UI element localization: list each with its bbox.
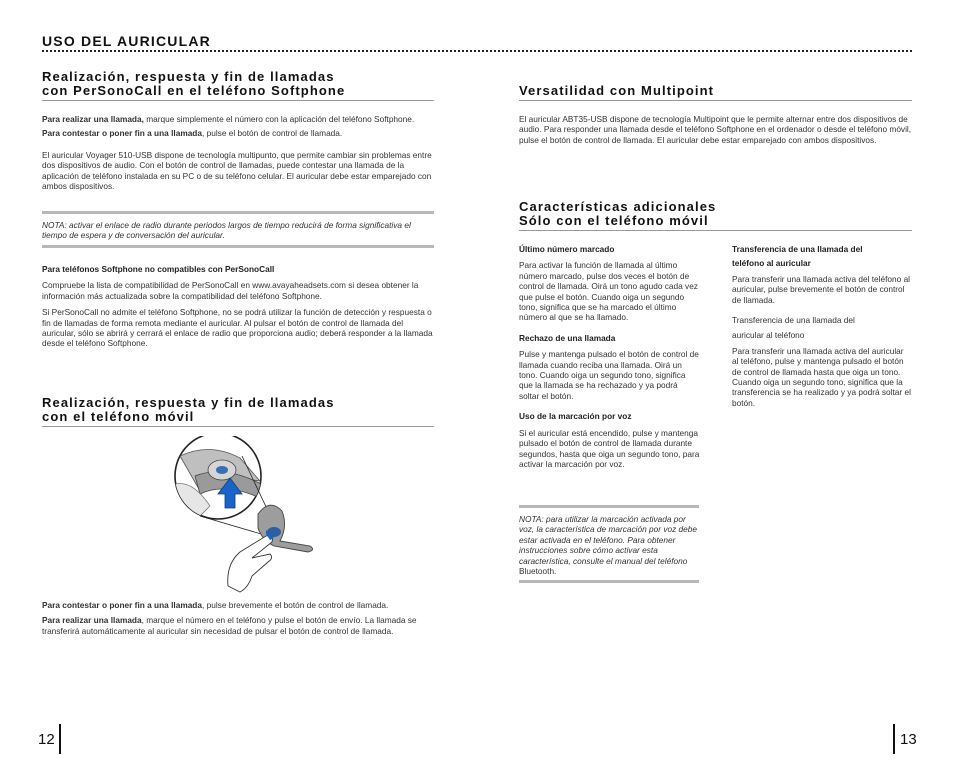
subheading: Rechazo de una llamada — [519, 332, 616, 343]
heading-line: Realización, respuesta y fin de llamadas — [42, 395, 335, 410]
paragraph: Para transferir una llamada activa del teléfono al auricular, pulse brevemente el botón de control de llamada. — [732, 273, 911, 305]
heading-line: con PerSonoCall en el teléfono Softphone — [42, 83, 346, 98]
subheading: Transferencia de una llamada del — [732, 244, 863, 254]
right-body-top — [519, 114, 912, 145]
paragraph — [42, 600, 434, 610]
paragraph: El auricular Voyager 510-USB dispone de tecnología multipunto, que permite cambiar sin problemas entre dos dispositivos de audio. Con el botón de control de llamadas, puede contestar una llamada de la aplicación de teléfono instalada en su PC o de su teléfono celular. El auricular debe estar emparejado con ambos dispositivos. — [42, 149, 432, 192]
page-number-left: 12 — [38, 731, 55, 748]
subheading: teléfono al auricular — [732, 258, 811, 269]
note-box — [42, 211, 434, 248]
heading-line: Características adicionales — [519, 199, 717, 214]
heading-softphone — [42, 70, 434, 101]
subheading-light: Transferencia de una llamada del — [732, 315, 855, 326]
page-number-right: 13 — [900, 731, 917, 748]
subheading: Uso de la marcación por voz — [519, 411, 632, 422]
note-box-right — [519, 505, 699, 583]
features-col-2 — [732, 244, 912, 408]
bold-lead: Para contestar o poner fin a una llamada — [42, 600, 202, 610]
paragraph-text: marque simplemente el número con la aplicación del teléfono Softphone. — [143, 114, 415, 124]
paragraph — [42, 114, 434, 124]
note-text — [519, 514, 699, 576]
heading-line: Realización, respuesta y fin de llamadas — [42, 69, 335, 84]
left-body-bottom — [42, 600, 434, 636]
paragraph: Para activar la función de llamada al último número marcado, pulse dos veces el botón de control de llamada. Oirá un tono agudo cada vez que pulse el botón. Cuando oiga un segundo tono, significa que se ha marcado el último número al que se ha llamado. — [519, 260, 698, 323]
paragraph: Si el auricular está encendido, pulse y mantenga pulsado el botón de control de llamada durante segundos, hasta que oiga un segundo tono, para activar la marcación por voz. — [519, 427, 700, 469]
heading-line: Versatilidad con Multipoint — [519, 83, 715, 98]
page-divider-right — [893, 724, 895, 754]
paragraph-text: , pulse el botón de control de llamada. — [202, 128, 343, 139]
left-body-mid — [42, 264, 434, 349]
headset-illustration — [170, 436, 320, 594]
bold-lead: Para realizar una llamada, — [42, 114, 144, 124]
note-italic: NOTA: para utilizar la marcación activada por voz, la característica de marcación por voz debe estar activada en el teléfono. Para obtener instrucciones sobre cómo activar esta característica, consulte el manual del teléfono — [519, 514, 698, 566]
note-end: Bluetooth. — [519, 566, 557, 577]
dotted-divider — [42, 50, 912, 52]
section-title: USO DEL AURICULAR — [42, 33, 211, 49]
paragraph: Si PerSonoCall no admite el teléfono Softphone, no se podrá utilizar la función de detección y respuesta o fin de llamadas de forma remota mediante el auricular. Al pulsar el botón de control de llamada del auricular, sólo se abrirá y cerrará el enlace de radio que proporciona audio; deberá responder a la llamada desde el teléfono Softphone. — [42, 307, 433, 349]
paragraph: Compruebe la lista de compatibilidad de PerSonoCall en www.avayaheadsets.com si desea obtener la información más actualizada sobre la compatibilidad del teléfono Softphone. — [42, 280, 419, 301]
bold-lead: Para realizar una llamada — [42, 615, 142, 626]
paragraph-text: , pulse brevemente el botón de control de llamada. — [202, 600, 389, 610]
paragraph-text: , marque el número en el teléfono y pulse el botón de envío. La llamada se transferirá automáticamente al auricular sin necesidad de pulsar el botón de control de llamada. — [42, 615, 417, 636]
paragraph: Para transferir una llamada activa del auricular al teléfono, pulse y mantenga pulsado el botón de control de llamada hasta que oiga un tono. Cuando oiga un segundo tono, significa que la transferencia se ha realizado y ya podrá soltar el botón. — [732, 345, 911, 408]
heading-line: con el teléfono móvil — [42, 409, 195, 424]
subheading: Para teléfonos Softphone no compatibles con PerSonoCall — [42, 264, 275, 274]
paragraph — [42, 128, 434, 138]
page-divider-left — [59, 724, 61, 754]
note-text: NOTA: activar el enlace de radio durante periodos largos de tiempo reducirá de forma significativa el tiempo de espera y de conversación del auricular. — [42, 220, 411, 241]
features-col-1 — [519, 244, 700, 469]
subheading-light: auricular al teléfono — [732, 330, 805, 341]
heading-multipoint — [519, 84, 912, 101]
paragraph: El auricular ABT35-USB dispone de tecnología Multipoint que le permite alternar entre dos dispositivos de audio. Para responder una llamada desde el teléfono Softphone en el ordenador o desde el teléfono móvil, pulse el botón de control de llamada. El auricular debe estar emparejado con ambos dispositivos. — [519, 114, 912, 145]
heading-additional — [519, 200, 912, 231]
bold-lead: Para contestar o poner fin a una llamada — [42, 128, 202, 139]
left-body-top — [42, 114, 434, 191]
heading-line: Sólo con el teléfono móvil — [519, 213, 709, 228]
paragraph — [42, 615, 434, 636]
heading-mobile — [42, 396, 434, 427]
paragraph: Pulse y mantenga pulsado el botón de control de llamada cuando reciba una llamada. Oirá un tono. Cuando oiga un segundo tono, significa que la llamada se ha rechazado y ya podrá soltar el botón. — [519, 349, 699, 401]
subheading: Último número marcado — [519, 244, 615, 254]
